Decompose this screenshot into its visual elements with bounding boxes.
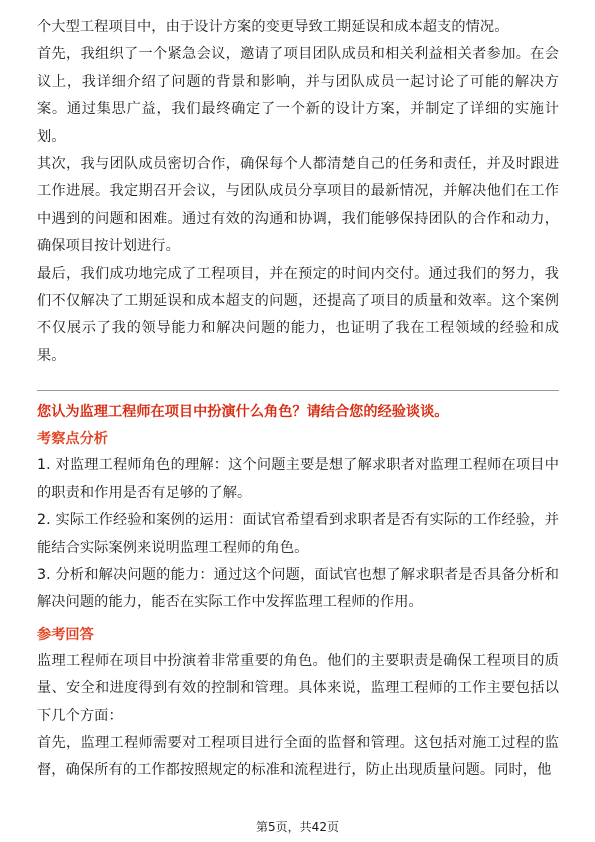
intro-paragraph-2: 首先，我组织了一个紧急会议，邀请了项目团队成员和相关利益相关者参加。在会议上，我详细介绍了问题的背景和影响，并与团队成员一起讨论了可能的解决方案。通过集思广益，我们最终确定了一个新的设计方案，并制定了详细的实施计划。 [37,46,559,145]
focus-heading: 考察点分析 [37,431,108,448]
intro-paragraph-3: 其次，我与团队成员密切合作，确保每个人都清楚自己的任务和责任，并及时跟进工作进展。我定期召开会议，与团队成员分享项目的最新情况，并解决他们在工作中遇到的问题和困难。通过有效的沟通和协调，我们能够保持团队的合作和动力，确保项目按计划进行。 [37,156,559,255]
focus-item-1: 1. 对监理工程师角色的理解：这个问题主要是想了解求职者对监理工程师在项目中的职责和作用是否有足够的了解。 [37,457,559,501]
intro-paragraph-4: 最后，我们成功地完成了工程项目，并在预定的时间内交付。通过我们的努力，我们不仅解决了工期延误和成本超支的问题，还提高了项目的质量和效率。这个案例不仅展示了我的领导能力和解决问题的能力，也证明了我在工程领域的经验和成果。 [37,265,559,364]
focus-item-2: 2. 实际工作经验和案例的运用：面试官希望看到求职者是否有实际的工作经验，并能结合实际案例来说明监理工程师的角色。 [37,512,559,556]
question-title: 您认为监理工程师在项目中扮演什么角色？请结合您的经验谈谈。 [37,404,449,421]
answer-heading: 参考回答 [37,626,94,643]
focus-item-3: 3. 分析和解决问题的能力：通过这个问题，面试官也想了解求职者是否具备分析和解决问题的能力，能否在实际工作中发挥监理工程师的作用。 [37,566,559,611]
section-divider [37,390,559,391]
answer-paragraph-1: 监理工程师在项目中扮演着非常重要的角色。他们的主要职责是确保工程项目的质量、安全和进度得到有效的控制和管理。具体来说，监理工程师的工作主要包括以下几个方面： [37,652,559,724]
page-number: 第5页，共42页 [256,820,339,834]
answer-paragraph-2: 首先，监理工程师需要对工程项目进行全面的监督和管理。这包括对施工过程的监督，确保所有的工作都按照规定的标准和流程进行，防止出现质量问题。同时，他 [37,734,559,779]
intro-paragraph-1: 个大型工程项目中，由于设计方案的变更导致工期延误和成本超支的情况。 [37,19,509,35]
document-page [37,14,559,785]
